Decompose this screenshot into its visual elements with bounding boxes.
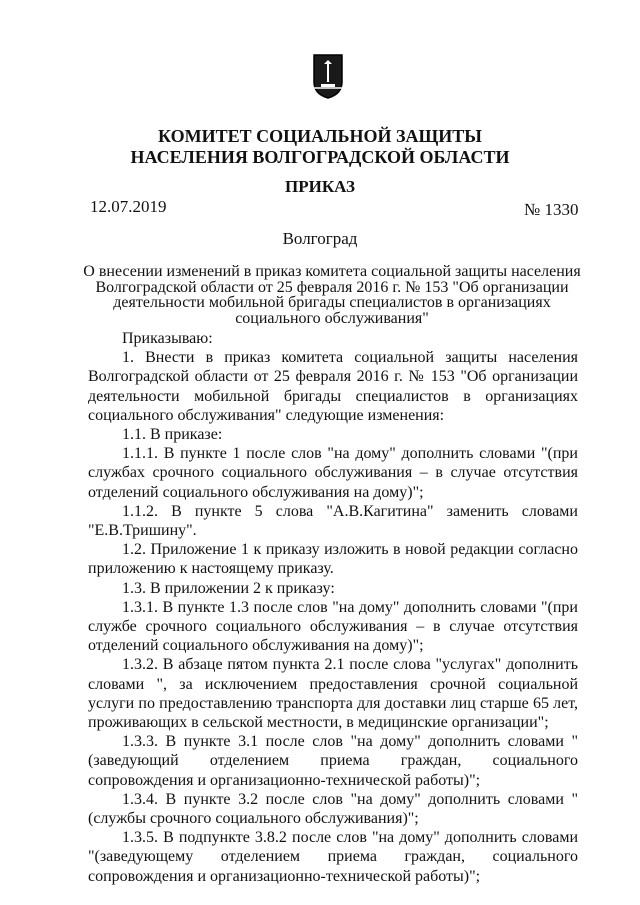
- paragraph: 1.1. В приказе:: [122, 426, 223, 444]
- paragraph: 1.3. В приложении 2 к приказу:: [122, 579, 335, 597]
- document-subject: О внесении изменений в приказ комитета социальной защиты населения Волгоградской области от 25 февраля 2016 г. № 153 "Об организации деятельности мобильной бригады специалистов в организациях социального обслуживания": [83, 263, 581, 327]
- paragraph: 1.3.3. В пункте 3.1 после слов "на дому" дополнить словами "(заведующий отделением приема граждан, социального сопровождения и организационно-технической работы)";: [88, 733, 578, 789]
- document-number: № 1330: [524, 200, 579, 219]
- paragraph: 1. Внести в приказ комитета социальной защиты населения Волгоградской области от 25 февраля 2016 г. № 153 "Об организации деятельности мобильной бригады специалистов в организациях социального обслуживания" следующие изменения:: [88, 349, 578, 424]
- org-line-2: НАСЕЛЕНИЯ ВОЛГОГРАДСКОЙ ОБЛАСТИ: [130, 147, 510, 167]
- document-city: Волгоград: [282, 229, 358, 248]
- paragraph: 1.3.4. В пункте 3.2 после слов "на дому" дополнить словами "(службы срочного социального обслуживания)";: [88, 790, 578, 828]
- document-date: 12.07.2019: [90, 197, 167, 216]
- org-line-1: КОМИТЕТ СОЦИАЛЬНОЙ ЗАЩИТЫ: [158, 126, 482, 146]
- coat-of-arms-icon: [311, 52, 345, 100]
- order-intro: Приказываю:: [122, 330, 213, 347]
- paragraph: 1.1.1. В пункте 1 после слов "на дому" дополнить словами "(при службах срочного социального обслуживания – в случае отсутствия отделений социального обслуживания на дому)";: [88, 445, 578, 501]
- organization-name: [0, 126, 640, 168]
- paragraph: 1.3.1. В пункте 1.3 после слов "на дому" дополнить словами "(при службе срочного социального обслуживания – в случае отсутствия отделений социального обслуживания на дому)";: [88, 598, 578, 655]
- document-type: ПРИКАЗ: [285, 177, 355, 196]
- paragraph: 1.3.2. В абзаце пятом пункта 2.1 после слова "услугах" дополнить словами ", за исключением предоставления срочной социальной услуги по предоставлению транспорта для доставки лиц старше 65 лет, проживающих в сельской местности, в медицинские организации";: [88, 656, 578, 732]
- paragraph: 1.1.2. В пункте 5 слова "А.В.Кагитина" заменить словами "Е.В.Тришину".: [88, 502, 578, 540]
- document-body: [88, 329, 578, 886]
- paragraph: 1.2. Приложение 1 к приказу изложить в новой редакции согласно приложению к настоящему приказу.: [88, 541, 578, 578]
- paragraph: 1.3.5. В подпункте 3.8.2 после слов "на дому" дополнить словами "(заведующему отделением приема граждан, социального сопровождения и организационно-технической работы)";: [88, 829, 578, 885]
